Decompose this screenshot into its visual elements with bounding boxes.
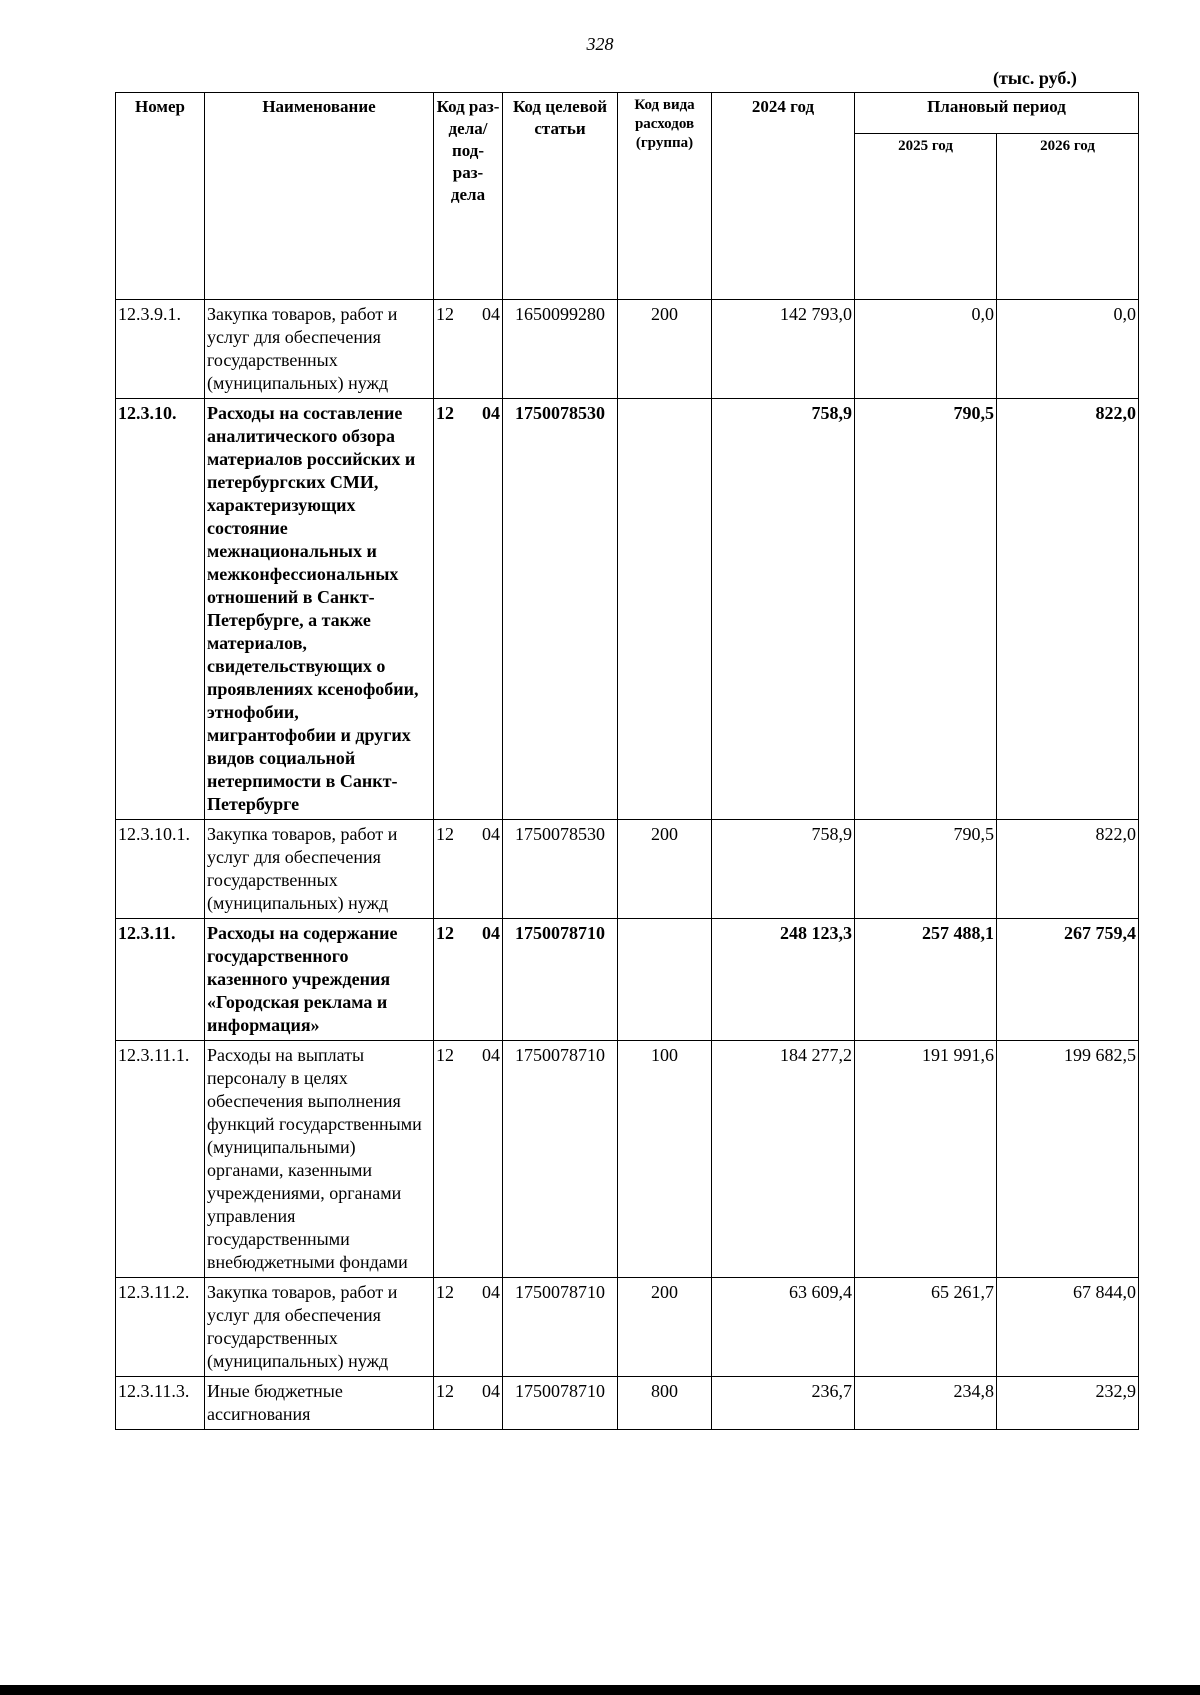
header-planned-period: Плановый период — [855, 93, 1139, 134]
row-target-code: 1750078530 — [503, 820, 618, 919]
row-expense-type: 100 — [618, 1041, 712, 1278]
row-section-code — [434, 1278, 503, 1377]
table-row — [116, 399, 1139, 820]
section-code: 12 — [436, 824, 454, 844]
section-code: 12 — [436, 403, 454, 423]
row-number: 12.3.11.2. — [116, 1278, 205, 1377]
row-number: 12.3.9.1. — [116, 300, 205, 399]
budget-table — [115, 92, 1139, 1430]
section-code: 12 — [436, 1282, 454, 1302]
row-name: Закупка товаров, работ и услуг для обеспечения государственных (муниципальных) нужд — [205, 300, 434, 399]
row-section-code — [434, 399, 503, 820]
header-target-code: Код целевой статьи — [503, 93, 618, 300]
row-value-2026: 267 759,4 — [997, 919, 1139, 1041]
row-value-2025: 191 991,6 — [855, 1041, 997, 1278]
section-code: 12 — [436, 1381, 454, 1401]
section-code: 12 — [436, 923, 454, 943]
header-year-2026: 2026 год — [997, 134, 1139, 300]
row-expense-type — [618, 919, 712, 1041]
row-value-2025: 257 488,1 — [855, 919, 997, 1041]
row-value-2026: 0,0 — [997, 300, 1139, 399]
table-row — [116, 300, 1139, 399]
row-section-code — [434, 1377, 503, 1430]
row-value-2024: 142 793,0 — [712, 300, 855, 399]
row-name: Закупка товаров, работ и услуг для обеспечения государственных (муниципальных) нужд — [205, 820, 434, 919]
row-value-2024: 184 277,2 — [712, 1041, 855, 1278]
header-number: Номер — [116, 93, 205, 300]
table-row — [116, 1041, 1139, 1278]
subsection-code: 04 — [482, 824, 500, 844]
row-name: Расходы на выплаты персоналу в целях обеспечения выполнения функций государственными (муниципальными) органами, казенными учреждениями, органами управления государственными внебюджетными фондами — [205, 1041, 434, 1278]
row-name: Иные бюджетные ассигнования — [205, 1377, 434, 1430]
table-row — [116, 919, 1139, 1041]
row-target-code: 1750078710 — [503, 919, 618, 1041]
row-value-2024: 63 609,4 — [712, 1278, 855, 1377]
row-value-2025: 0,0 — [855, 300, 997, 399]
header-year-2024: 2024 год — [712, 93, 855, 300]
row-value-2025: 790,5 — [855, 820, 997, 919]
table-row — [116, 1377, 1139, 1430]
row-value-2026: 822,0 — [997, 399, 1139, 820]
row-value-2025: 790,5 — [855, 399, 997, 820]
row-target-code: 1650099280 — [503, 300, 618, 399]
row-value-2025: 65 261,7 — [855, 1278, 997, 1377]
row-value-2026: 199 682,5 — [997, 1041, 1139, 1278]
row-target-code: 1750078710 — [503, 1377, 618, 1430]
row-target-code: 1750078710 — [503, 1041, 618, 1278]
row-expense-type: 200 — [618, 820, 712, 919]
row-name: Расходы на содержание государственного казенного учреждения «Городская реклама и информация» — [205, 919, 434, 1041]
subsection-code: 04 — [482, 304, 500, 324]
row-value-2026: 67 844,0 — [997, 1278, 1139, 1377]
row-name: Закупка товаров, работ и услуг для обеспечения государственных (муниципальных) нужд — [205, 1278, 434, 1377]
subsection-code: 04 — [482, 1282, 500, 1302]
row-target-code: 1750078710 — [503, 1278, 618, 1377]
row-section-code — [434, 300, 503, 399]
row-expense-type: 200 — [618, 300, 712, 399]
row-number: 12.3.11.3. — [116, 1377, 205, 1430]
header-year-2025: 2025 год — [855, 134, 997, 300]
row-expense-type: 800 — [618, 1377, 712, 1430]
row-number: 12.3.10.1. — [116, 820, 205, 919]
row-value-2024: 758,9 — [712, 399, 855, 820]
subsection-code: 04 — [482, 403, 500, 423]
row-number: 12.3.11. — [116, 919, 205, 1041]
row-value-2025: 234,8 — [855, 1377, 997, 1430]
units-label: (тыс. руб.) — [993, 68, 1077, 88]
row-section-code — [434, 1041, 503, 1278]
subsection-code: 04 — [482, 1381, 500, 1401]
section-code: 12 — [436, 304, 454, 324]
row-value-2024: 758,9 — [712, 820, 855, 919]
row-number: 12.3.11.1. — [116, 1041, 205, 1278]
subsection-code: 04 — [482, 1045, 500, 1065]
section-code: 12 — [436, 1045, 454, 1065]
page-number: 328 — [586, 34, 614, 54]
header-section-code: Код раз- дела/ под- раз- дела — [434, 93, 503, 300]
row-value-2026: 822,0 — [997, 820, 1139, 919]
row-value-2026: 232,9 — [997, 1377, 1139, 1430]
table-row — [116, 820, 1139, 919]
row-section-code — [434, 820, 503, 919]
row-expense-type: 200 — [618, 1278, 712, 1377]
row-name: Расходы на составление аналитического обзора материалов российских и петербургских СМИ, характеризующих состояние межнациональных и межконфессиональных отношений в Санкт-Петербурге, а также материалов, свидетельствующих о проявлениях ксенофобии, этнофобии, мигрантофобии и других видов социальной нетерпимости в Санкт-Петербурге — [205, 399, 434, 820]
row-number: 12.3.10. — [116, 399, 205, 820]
row-target-code: 1750078530 — [503, 399, 618, 820]
header-name: Наименование — [205, 93, 434, 300]
scan-edge-bar — [0, 1685, 1200, 1695]
row-expense-type — [618, 399, 712, 820]
header-expense-type: Код вида расходов (группа) — [618, 93, 712, 300]
table-row — [116, 1278, 1139, 1377]
row-value-2024: 248 123,3 — [712, 919, 855, 1041]
row-value-2024: 236,7 — [712, 1377, 855, 1430]
subsection-code: 04 — [482, 923, 500, 943]
row-section-code — [434, 919, 503, 1041]
